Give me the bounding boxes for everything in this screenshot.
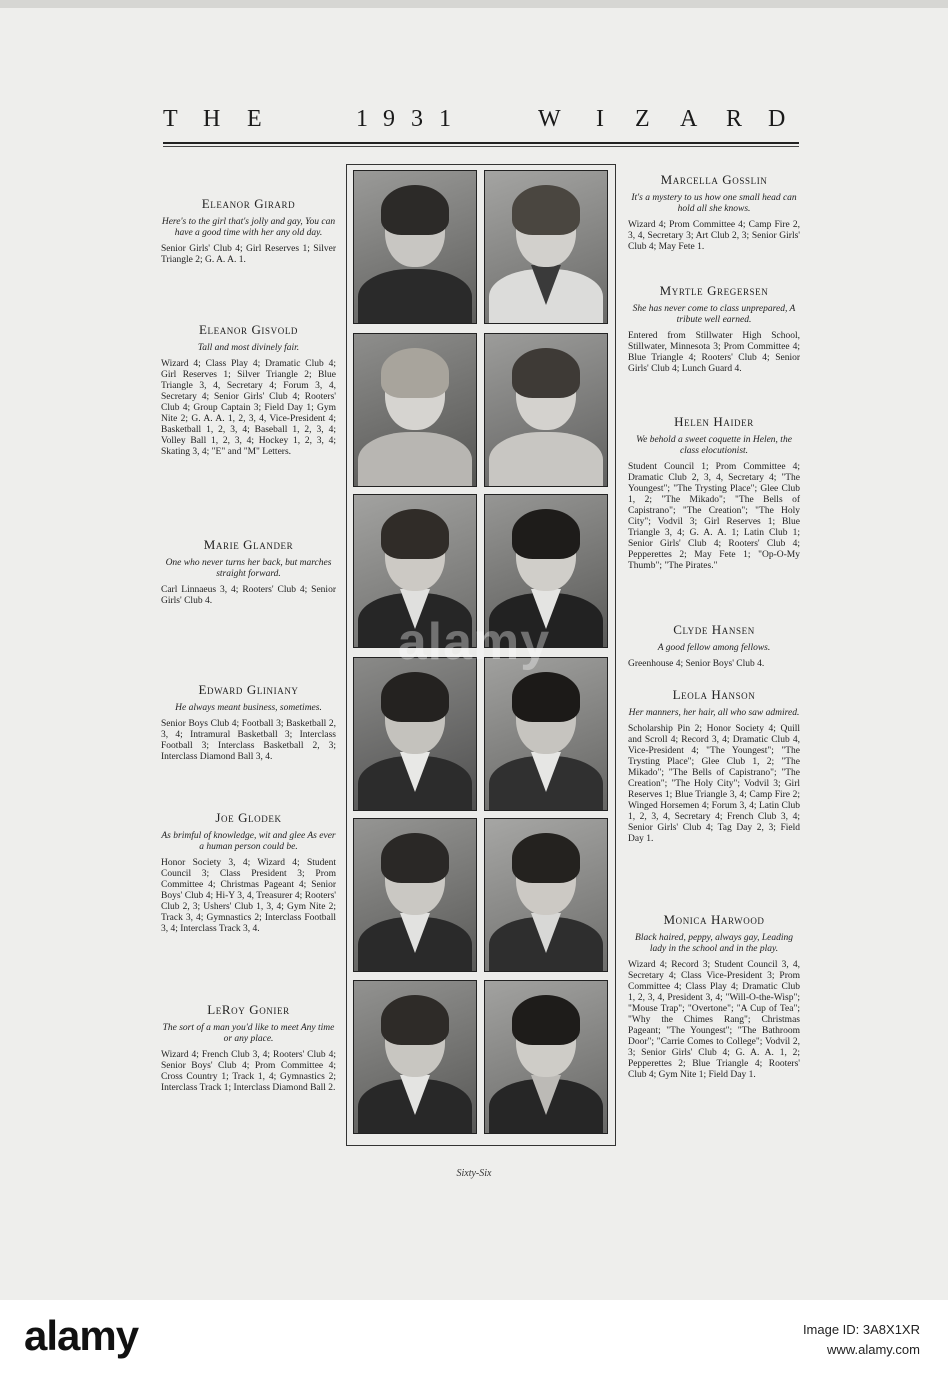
- student-name: Marcella Gosslin: [660, 172, 768, 187]
- portrait-photo: [484, 333, 608, 487]
- student-quote: It's a mystery to us how one small head can hold all she knows.: [631, 193, 797, 214]
- student-quote: She has never come to class unprepared, A tribute well earned.: [632, 304, 796, 325]
- portrait-photo: [353, 333, 477, 487]
- watermark: alamy: [397, 613, 551, 671]
- header-letter: D: [768, 106, 786, 132]
- header-letter: R: [726, 106, 743, 132]
- student-quote: The sort of a man you'd like to meet Any time or any place.: [162, 1023, 335, 1044]
- student-quote: We behold a sweet coquette in Helen, the class elocutionist.: [636, 435, 792, 456]
- page-header: [163, 106, 798, 146]
- header-letter: A: [680, 106, 698, 132]
- student-activities: Senior Boys Club 4; Football 3; Basketball 2, 3, 4; Intramural Basketball 3; Interclass Football 3; Interclass Basketball 2, 3; Interclass Diamond Ball 3, 4.: [161, 719, 336, 762]
- student-activities: Honor Society 3, 4; Wizard 4; Student Council 3; Class President 3; Prom Committee 4; Christmas Pageant 4; Senior Boys' Club 4; Hi-Y 3, 4, Treasurer 4; Rooters' Club 2, 3; Ushers' Club 1, 3, 4; Gym Nite 2; Track 3, 4; Gymnastics 2; Interclass Football 3, 4; Interclass Track 3, 4.: [161, 858, 336, 934]
- student-name: Eleanor Gisvold: [198, 322, 299, 337]
- portrait-photo: [353, 494, 477, 648]
- student-entry: [161, 322, 336, 458]
- student-entry: [161, 1002, 336, 1094]
- portrait-photo: [484, 818, 608, 972]
- student-activities: Scholarship Pin 2; Honor Society 4; Quill and Scroll 4; Record 3, 4; Dramatic Club 4, Vice-President 4; "The Youngest"; "The Trysting Place"; Glee Club 1, 2; "The Mikado"; "The Bells of Capistrano"; "The Creation"; "The Holy City"; Vodvil 3; Girl Reserves 1; Blue Triangle 3, 4; Camp Fire 2; Winged Horsemen 4; Forum 3, 4; Latin Club 1, 2, 3, 4, Secretary 4; French Club 3, 4; Senior Girls' Club 4; Tag Day 2, 3; Field Day 1.: [628, 724, 800, 844]
- student-activities: Greenhouse 4; Senior Boys' Club 4.: [628, 659, 765, 669]
- student-name: Myrtle Gregersen: [659, 283, 769, 298]
- student-quote: Tall and most divinely fair.: [197, 343, 300, 353]
- student-activities: Wizard 4; Prom Committee 4; Camp Fire 2, 3, 4, Secretary 3; Art Club 2, 3; Senior Girls' Club 4; May Fete 1.: [628, 220, 800, 252]
- site-url[interactable]: www.alamy.com: [827, 1342, 920, 1357]
- student-name: Eleanor Girard: [201, 196, 296, 211]
- image-id-block: [803, 1320, 920, 1360]
- student-activities: Carl Linnaeus 3, 4; Rooters' Club 4; Senior Girls' Club 4.: [161, 585, 336, 606]
- student-quote: Black haired, peppy, always gay, Leading lady in the school and in the play.: [635, 933, 793, 954]
- header-letter: H: [203, 106, 221, 132]
- header-letter: 1: [439, 106, 451, 132]
- student-activities: Student Council 1; Prom Committee 4; Dramatic Club 2, 3, 4, Secretary 4; "The Youngest"; "The Trysting Place"; Glee Club 1, 2; "The Mikado"; "The Bells of Capistrano"; "The Creation"; "The Holy City"; Vodvil 3; Girl Reserves 1; Blue Triangle 3, 4; G. A. A. 1; Latin Club 1; Senior Girls' Club 4; Rooters' Club 4; Pepperettes 2; May Fete 1; "Op-O-My Thumb"; "The Pirates.": [628, 462, 800, 571]
- header-letter: 1: [356, 106, 368, 132]
- page-number: Sixty-Six: [456, 1168, 492, 1179]
- portrait-photo: [484, 170, 608, 324]
- student-quote: One who never turns her back, but marches straight forward.: [165, 558, 332, 579]
- student-entry: [161, 810, 336, 935]
- student-entry: [628, 687, 800, 845]
- student-name: Leola Hanson: [672, 687, 756, 702]
- portrait-photo: [484, 494, 608, 648]
- student-entry: [628, 912, 800, 1081]
- header-letter: 3: [411, 106, 423, 132]
- student-entry: [628, 172, 800, 253]
- student-name: LeRoy Gonier: [207, 1002, 290, 1017]
- student-activities: Senior Girls' Club 4; Girl Reserves 1; Silver Triangle 2; G. A. A. 1.: [161, 244, 336, 265]
- student-name: Marie Glander: [203, 537, 294, 552]
- header-letter: T: [163, 106, 178, 132]
- header-letter: W: [538, 106, 561, 132]
- header-letter: 9: [383, 106, 395, 132]
- header-letter: Z: [635, 106, 650, 132]
- header-rule-thin: [163, 146, 799, 147]
- student-entry: [628, 414, 800, 572]
- portrait-photo: [353, 657, 477, 811]
- portrait-photo: [484, 657, 608, 811]
- image-id-label: Image ID: 3A8X1XR: [802, 1322, 920, 1337]
- student-name: Monica Harwood: [663, 912, 765, 927]
- student-activities: Wizard 4; French Club 3, 4; Rooters' Club 4; Senior Boys' Club 4; Prom Committee 4; Cross Country 1; Track 1, 4; Gymnastics 2; Interclass Track 1; Interclass Diamond Ball 2.: [161, 1050, 336, 1093]
- student-entry: [628, 622, 800, 670]
- portrait-photo: [353, 818, 477, 972]
- top-strip: [0, 0, 948, 8]
- student-activities: Wizard 4; Record 3; Student Council 3, 4, Secretary 4; Class Vice-President 3; Prom Committee 4; Class Play 4; Dramatic Club 1, 2, 3, 4, President 3, 4; "Will-O-the-Wisp"; "Mouse Trap"; "Overtone"; "A Cup of Tea"; "Why the Chimes Rang"; Christmas Pageant; "The Youngest"; "The Bathroom Door"; "Carrie Comes to College"; Vodvil 2, 3; Senior Girls' Club 4; G. A. A. 1, 2; Pepperettes 2; Blue Triangle 4; Rooters' Club 4; Gym Nite 1; Field Day 1.: [628, 960, 800, 1080]
- photo-panel: [346, 164, 616, 1146]
- portrait-photo: [484, 980, 608, 1134]
- student-entry: [628, 283, 800, 375]
- student-entry: [161, 682, 336, 763]
- student-quote: A good fellow among fellows.: [657, 643, 771, 653]
- student-name: Joe Glodek: [215, 810, 282, 825]
- header-letter: I: [596, 106, 604, 132]
- student-entry: [161, 196, 336, 266]
- portrait-photo: [353, 980, 477, 1134]
- header-letter: E: [247, 106, 262, 132]
- student-quote: Here's to the girl that's jolly and gay, You can have a good time with her any old day.: [161, 217, 336, 238]
- student-name: Edward Gliniany: [198, 682, 299, 697]
- student-activities: Entered from Stillwater High School, Stillwater, Minnesota 3; Prom Committee 4; Blue Triangle 4; Rooters' Club 4; Senior Girls' Club 4; Lunch Guard 4.: [628, 331, 800, 374]
- student-activities: Wizard 4; Class Play 4; Dramatic Club 4; Girl Reserves 1; Silver Triangle 2; Blue Triangle 3, 4, Secretary 4; Forum 3, 4, Secretary 4; Senior Girls' Club 4; Rooters' Club 4; Group Captain 3; Field Day 1; Gym Nite 2; G. A. A. 1, 2, 3, 4, Vice-President 4; Basketball 1, 2, 3, 4; Baseball 1, 2, 3, 4; Volley Ball 1, 2, 3, 4; Hockey 1, 2, 3, 4; Skating 3, 4; "E" and "M" Letters.: [161, 359, 336, 457]
- portrait-photo: [353, 170, 477, 324]
- student-entry: [161, 537, 336, 607]
- student-name: Clyde Hansen: [673, 622, 755, 637]
- student-quote: As brimful of knowledge, wit and glee As ever a human person could be.: [161, 831, 336, 852]
- stock-logo[interactable]: alamy: [24, 1312, 139, 1359]
- header-rule: [163, 142, 799, 144]
- student-name: Helen Haider: [674, 414, 754, 429]
- student-quote: Her manners, her hair, all who saw admired.: [628, 708, 800, 718]
- student-quote: He always meant business, sometimes.: [175, 703, 322, 713]
